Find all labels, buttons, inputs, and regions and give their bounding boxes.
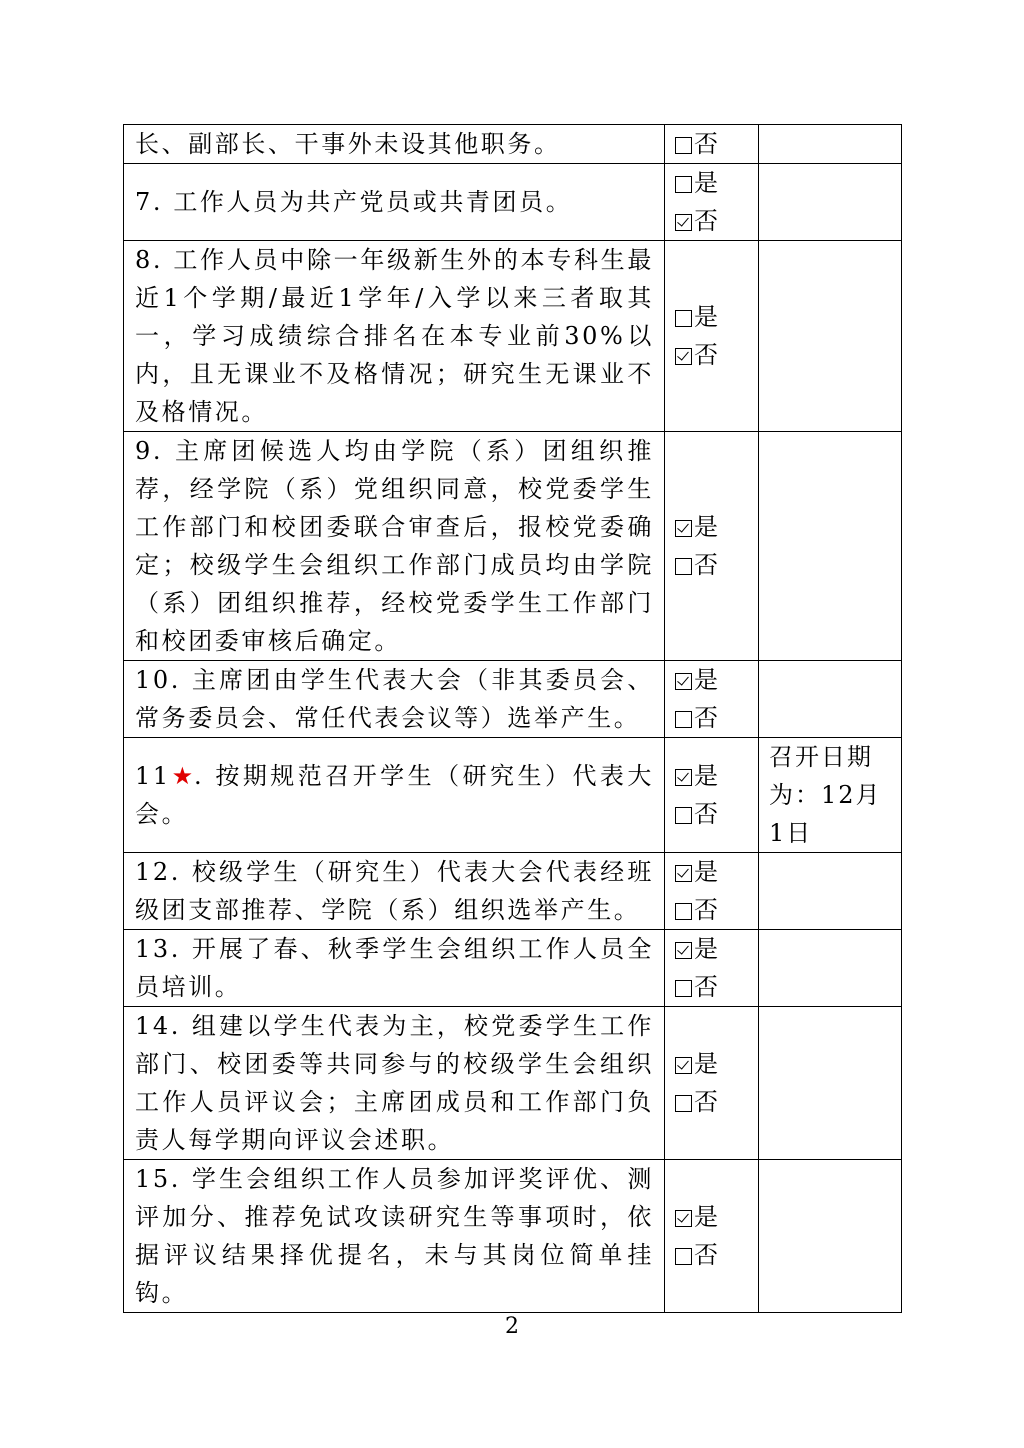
criterion-text: 14. 组建以学生代表为主，校党委学生工作部门、校团委等共同参与的校级学生会组织工作人员评议会；主席团成员和工作部门负责人每学期向评议会述职。 (135, 1012, 654, 1154)
empty-box-icon[interactable] (675, 558, 692, 575)
table-row (124, 241, 902, 432)
answer-option[interactable] (675, 795, 758, 833)
table-row (124, 930, 902, 1007)
remark-cell (759, 930, 902, 1007)
answer-label: 否 (694, 130, 718, 158)
answer-cell (665, 241, 759, 432)
answer-label: 否 (694, 1088, 718, 1116)
remark-cell (759, 853, 902, 930)
answer-option[interactable] (675, 336, 758, 374)
answer-label: 是 (694, 858, 718, 886)
criterion-cell (124, 125, 665, 164)
criterion-cell (124, 738, 665, 853)
checked-box-icon[interactable] (675, 1057, 692, 1074)
answer-label: 是 (694, 303, 718, 331)
answer-option[interactable] (675, 891, 758, 929)
remark-cell (759, 432, 902, 661)
criterion-text: 9. 主席团候选人均由学院（系）团组织推荐，经学院（系）党组织同意，校党委学生工作部门和校团委联合审查后，报校党委确定；校级学生会组织工作部门成员均由学院（系）团组织推荐，经校党委学生工作部门和校团委审核后确定。 (135, 437, 654, 655)
empty-box-icon[interactable] (675, 980, 692, 997)
answer-label: 是 (694, 513, 718, 541)
answer-cell (665, 125, 759, 164)
criterion-text: 7. 工作人员为共产党员或共青团员。 (135, 188, 573, 216)
answer-option[interactable] (675, 757, 758, 795)
answer-cell (665, 164, 759, 241)
criterion-cell (124, 164, 665, 241)
answer-label: 是 (694, 169, 718, 197)
answer-option[interactable] (675, 298, 758, 336)
criterion-number: 11 (135, 762, 171, 790)
empty-box-icon[interactable] (675, 903, 692, 920)
answer-label: 否 (694, 207, 718, 235)
table-row (124, 738, 902, 853)
answer-cell (665, 930, 759, 1007)
empty-box-icon[interactable] (675, 176, 692, 193)
answer-label: 否 (694, 551, 718, 579)
answer-option[interactable] (675, 125, 758, 163)
table-row (124, 125, 902, 164)
criterion-cell (124, 853, 665, 930)
answer-label: 是 (694, 666, 718, 694)
answer-label: 是 (694, 1203, 718, 1231)
answer-label: 否 (694, 973, 718, 1001)
criterion-text: 10. 主席团由学生代表大会（非其委员会、常务委员会、常任代表会议等）选举产生。 (135, 666, 654, 732)
table-row (124, 853, 902, 930)
answer-option[interactable] (675, 930, 758, 968)
page-number: 2 (505, 1314, 519, 1339)
star-icon: ★ (170, 762, 195, 790)
criterion-text: 长、副部长、干事外未设其他职务。 (135, 130, 561, 158)
empty-box-icon[interactable] (675, 1095, 692, 1112)
table-row (124, 661, 902, 738)
table-row (124, 164, 902, 241)
checked-box-icon[interactable] (675, 865, 692, 882)
empty-box-icon[interactable] (675, 711, 692, 728)
answer-option[interactable] (675, 968, 758, 1006)
empty-box-icon[interactable] (675, 310, 692, 327)
answer-option[interactable] (675, 546, 758, 584)
remark-cell (759, 1160, 902, 1313)
table-row (124, 1160, 902, 1313)
answer-label: 是 (694, 1050, 718, 1078)
remark-cell (759, 1007, 902, 1160)
answer-option[interactable] (675, 699, 758, 737)
checked-box-icon[interactable] (675, 348, 692, 365)
criterion-text: . 按期规范召开学生（研究生）代表大会。 (135, 762, 655, 828)
answer-cell (665, 738, 759, 853)
answer-label: 否 (694, 704, 718, 732)
remark-text: 召开日期为：12月1日 (769, 743, 882, 847)
checked-box-icon[interactable] (675, 673, 692, 690)
answer-label: 否 (694, 1241, 718, 1269)
table-row (124, 1007, 902, 1160)
checked-box-icon[interactable] (675, 214, 692, 231)
answer-label: 是 (694, 762, 718, 790)
criterion-text: 8. 工作人员中除一年级新生外的本专科生最近1个学期/最近1学年/入学以来三者取其一，学习成绩综合排名在本专业前30%以内，且无课业不及格情况；研究生无课业不及格情况。 (135, 246, 654, 426)
answer-cell (665, 1007, 759, 1160)
answer-cell (665, 853, 759, 930)
empty-box-icon[interactable] (675, 1248, 692, 1265)
answer-option[interactable] (675, 164, 758, 202)
criterion-cell (124, 1007, 665, 1160)
answer-option[interactable] (675, 1236, 758, 1274)
checked-box-icon[interactable] (675, 942, 692, 959)
answer-label: 否 (694, 896, 718, 924)
criterion-text: 12. 校级学生（研究生）代表大会代表经班级团支部推荐、学院（系）组织选举产生。 (135, 858, 654, 924)
remark-cell (759, 738, 902, 853)
criterion-cell (124, 1160, 665, 1313)
empty-box-icon[interactable] (675, 807, 692, 824)
checklist-table (123, 124, 902, 1313)
answer-label: 是 (694, 935, 718, 963)
answer-cell (665, 1160, 759, 1313)
criterion-cell (124, 432, 665, 661)
answer-cell (665, 661, 759, 738)
answer-option[interactable] (675, 1045, 758, 1083)
remark-cell (759, 125, 902, 164)
answer-option[interactable] (675, 1198, 758, 1236)
answer-label: 否 (694, 341, 718, 369)
answer-option[interactable] (675, 508, 758, 546)
answer-option[interactable] (675, 661, 758, 699)
answer-option[interactable] (675, 853, 758, 891)
criterion-text: 13. 开展了春、秋季学生会组织工作人员全员培训。 (135, 935, 654, 1001)
answer-cell (665, 432, 759, 661)
criterion-cell (124, 661, 665, 738)
answer-label: 否 (694, 800, 718, 828)
checked-box-icon[interactable] (675, 769, 692, 786)
answer-option[interactable] (675, 1083, 758, 1121)
remark-cell (759, 661, 902, 738)
empty-box-icon[interactable] (675, 137, 692, 154)
table-row (124, 432, 902, 661)
criterion-cell (124, 241, 665, 432)
remark-cell (759, 241, 902, 432)
checked-box-icon[interactable] (675, 1210, 692, 1227)
answer-option[interactable] (675, 202, 758, 240)
remark-cell (759, 164, 902, 241)
checked-box-icon[interactable] (675, 520, 692, 537)
criterion-text: 15. 学生会组织工作人员参加评奖评优、测评加分、推荐免试攻读研究生等事项时，依据评议结果择优提名，未与其岗位简单挂钩。 (135, 1165, 654, 1307)
criterion-cell (124, 930, 665, 1007)
